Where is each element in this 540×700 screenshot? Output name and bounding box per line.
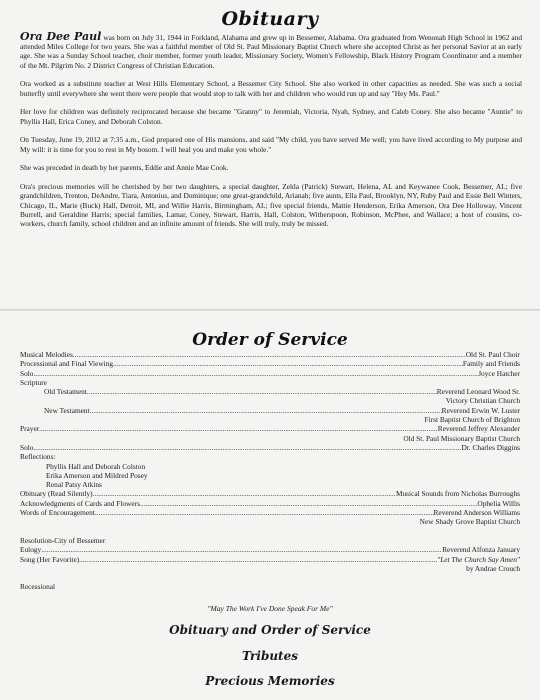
- program-item-new-testament-church: First Baptist Church of Brighton: [424, 415, 520, 425]
- program-item-song: Song (Her Favorite) ..... "Let The Church Say Amen": [20, 555, 520, 564]
- obituary-paragraph-3: Her love for children was definitely reciprocated because she became "Granny" to Jeremiah, Victoria, Nyah, Sydney, and Caleb Coney. She also became "Auntie" to Phyllis Hall, Erica Coney, and Deborah Colston.: [20, 107, 522, 126]
- footer-heading-obituary-order: Obituary and Order of Service: [169, 623, 371, 637]
- program-item-old-testament: Old Testament ..... Reverend Leonard Wood Sr.: [20, 387, 520, 396]
- footer-heading-precious-memories: Precious Memories: [205, 674, 335, 688]
- program-item-obituary-read: Obituary (Read Silently) ..... Musical Sounds from Nicholas Burroughs: [20, 489, 520, 498]
- program-item-solo-1: Solo ..... Joyce Hatcher: [20, 369, 520, 378]
- obituary-paragraph-6: Ora's precious memories will be cherished by her two daughters, a special daughter, Zelda (Patrick) Stewart, Helena, AL and Keywanee Cook, Bessemer, AL; five grandchildren, Trenton, DeAndre, Tiara, Antonius, and Dominique; one great-grandchild, Arianah; five aunts, Ella Paul, Brooklyn, NY, Ruby Paul and Essie Bell Winters, Chicago, IL, Marie (Buck) Hall, Detroit, MI, and Willie Harris, Birmingham, AL; five special friends, Mattie Henderson, Erika Amerson, Ora Dee Holloway, Vincent Burrell, and Geraldine Harris; special families, Lamar, Coney, Stewart, Harris, Hall, Colston, Witherspoon, Robinson, McPhee, and Wallace; a host of cousins, co-workers, church family, school children and an infinite amount of friends. She will truly, truly be missed.: [20, 182, 522, 229]
- obituary-title: Obituary: [221, 8, 319, 30]
- program-item-prayer-church: Old St. Paul Missionary Baptist Church: [403, 433, 520, 443]
- program-item-processional: Processional and Final Viewing ..... Family and Friends: [20, 359, 520, 368]
- program-item-prayer: Prayer ..... Reverend Jeffrey Alexander: [20, 424, 520, 433]
- page-fold-divider: [0, 309, 540, 311]
- program-item-new-testament: New Testament ..... Reverend Erwin W. Luster: [20, 406, 520, 415]
- obituary-paragraph-2: Ora worked as a substitute teacher at West Hills Elementary School, a Bessemer City School. She also worked in other capacities as needed. She was such a social butterfly until everywhere she went there were people that would stop to talk with her and children who would run up and say "Hey Ms. Paul.": [20, 79, 522, 98]
- program-reflection-1: Phyllis Hall and Deborah Colston: [46, 461, 146, 471]
- program-item-solo-2: Solo ..... Dr. Charles Diggins: [20, 443, 520, 452]
- program-item-eulogy: Eulogy ..... Reverend Alfonza January: [20, 545, 520, 554]
- program-item-words-of-encouragement: Words of Encouragement ..... Reverend Anderson Williams: [20, 508, 520, 517]
- obituary-paragraph-5: She was preceded in death by her parents, Eddie and Annie Mae Cook.: [20, 163, 229, 173]
- program-item-song-by: by Andrae Crouch: [466, 563, 520, 573]
- program-item-acknowledgments: Acknowledgments of Cards and Flowers ..... Ophelia Willis: [20, 499, 520, 508]
- order-of-service-title: Order of Service: [192, 330, 348, 350]
- program-item-old-testament-church: Victory Christian Church: [445, 396, 520, 406]
- program-item-scripture: Scripture: [20, 377, 47, 387]
- program-item-musical-melodies: Musical Melodies ..... Old St. Paul Choir: [20, 350, 520, 359]
- order-of-service-list: [20, 350, 520, 592]
- deceased-name: Ora Dee Paul: [20, 30, 102, 43]
- program-item-recessional: Recessional: [20, 582, 56, 592]
- program-reflection-3: Renal Patsy Atkins: [46, 480, 102, 490]
- obituary-paragraph-1: Ora Dee Paul was born on July 31, 1944 in Forkland, Alabama and grew up in Bessemer, Alabama. Ora graduated from Wenonah High School in 1962 and attended Miles College for two years. She was a faithful member of Old St. Paul Missionary Baptist Church where she accepted Christ as her personal Savior at an early age. She was a Sunday School teacher, choir member, former youth leader, Missionary Society, Women's Fellowship, Black History Program Coordinator and a member of the Mt. Pilgrim No. 2 District Congress of Christian Education.: [20, 30, 522, 70]
- program-reflection-2: Erika Amerson and Mildred Posey: [46, 470, 148, 480]
- program-item-reflections: Reflections:: [20, 452, 56, 462]
- obituary-paragraph-4: On Tuesday, June 19, 2012 at 7:35 a.m., God prepared one of His mansions, and said "My child, you have served Me well; you have lived according to My purpose and My will: it is time for you to rest in My bosom. I will heal you and make you whole.": [20, 135, 522, 154]
- footer-heading-tributes: Tributes: [242, 649, 298, 663]
- program-item-resolution: Resolution-City of Bessemer: [20, 535, 106, 545]
- footer-quote: "May The Work I've Done Speak For Me": [207, 604, 333, 613]
- obituary-body: [20, 32, 522, 238]
- program-item-words-church: New Shady Grove Baptist Church: [419, 517, 520, 527]
